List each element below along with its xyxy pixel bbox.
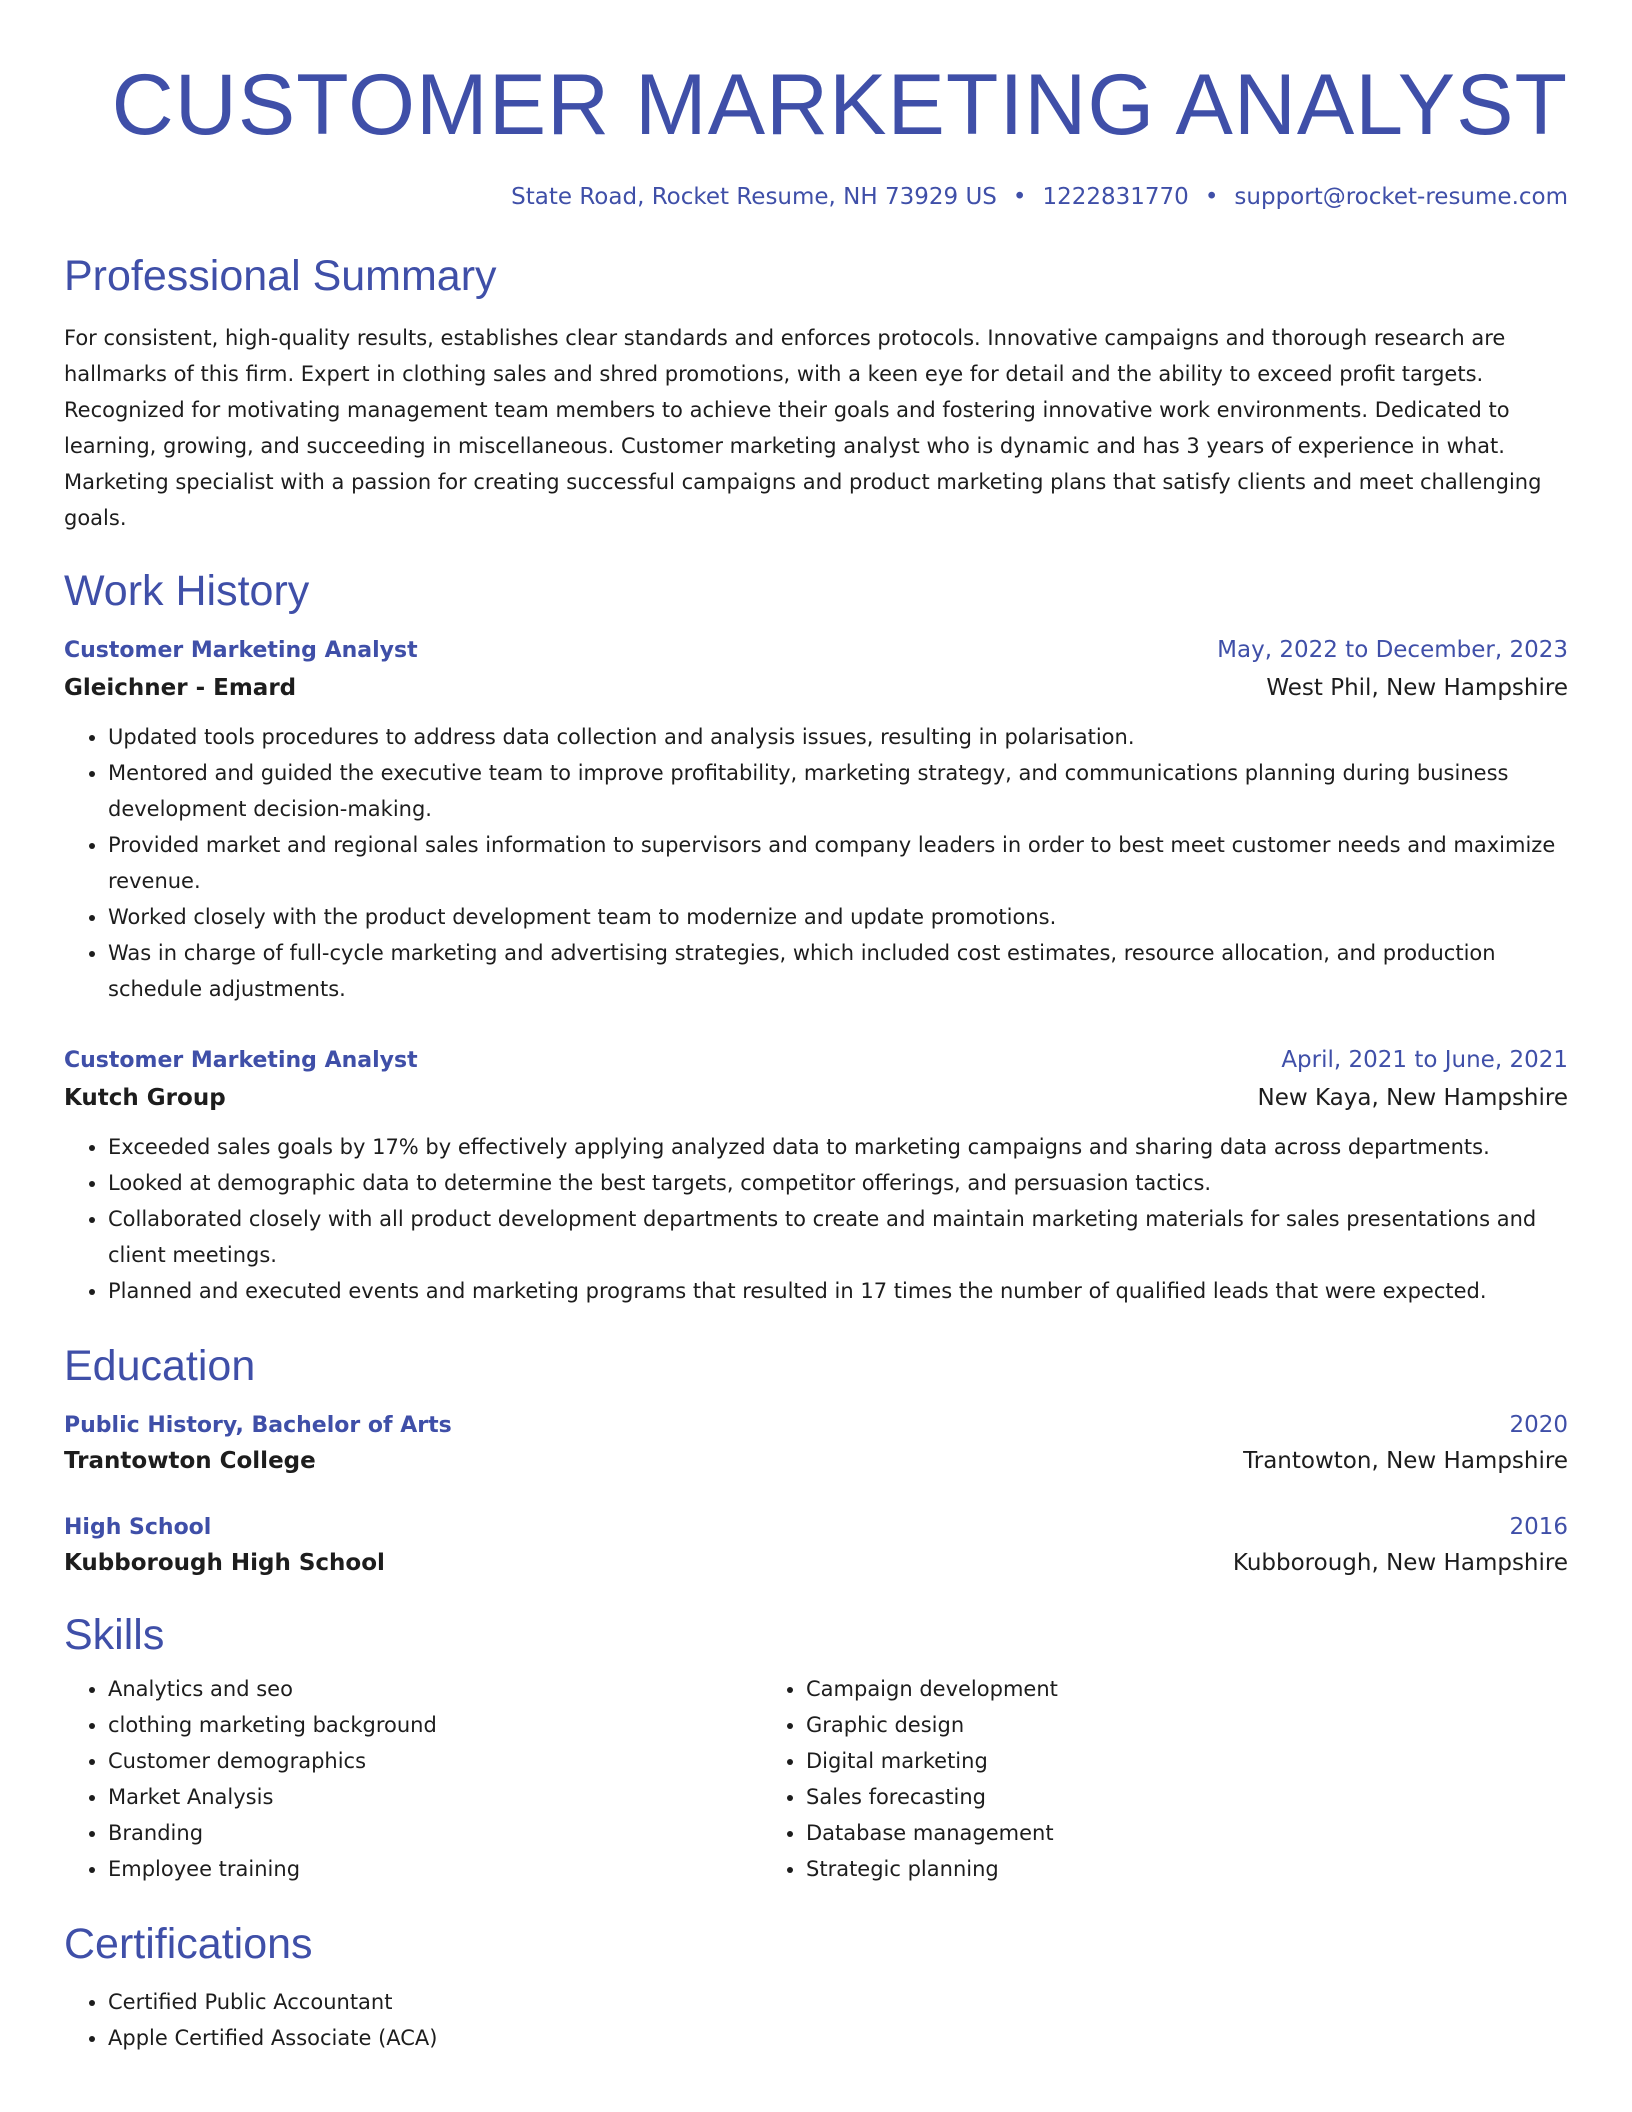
contact-phone: 1222831770: [1042, 184, 1189, 210]
contact-line: [64, 186, 1568, 209]
list-item: • Campaign development: [806, 1671, 1460, 1707]
education-entry: [64, 1412, 1568, 1474]
list-item: • Analytics and seo: [108, 1671, 762, 1707]
page-title: CUSTOMER MARKETING ANALYST: [111, 57, 1568, 153]
list-item: • Certified Public Accountant: [108, 1984, 1568, 2020]
list-item: • Was in charge of full-cycle marketing and advertising strategies, which included cost estimates, resource allocation, and production schedule adjustments.: [108, 935, 1568, 1007]
education-degree: Public History, Bachelor of Arts: [64, 1413, 452, 1438]
education-school-row: [64, 1448, 1568, 1474]
job-location: West Phil, New Hampshire: [1266, 675, 1568, 701]
job-role: Customer Marketing Analyst: [64, 638, 418, 663]
education-heading: Education: [64, 1342, 256, 1390]
education-school: Kubborough High School: [64, 1550, 385, 1576]
list-item: • Customer demographics: [108, 1743, 762, 1779]
skills-list-left: [64, 1671, 762, 1887]
list-item: • clothing marketing background: [108, 1707, 762, 1743]
list-item: • Worked closely with the product development team to modernize and update promotions.: [108, 899, 1568, 935]
certifications-list: [64, 1984, 1568, 2056]
job-bullets: [64, 719, 1568, 1007]
list-item: • Market Analysis: [108, 1779, 762, 1815]
job-entry: [64, 637, 1568, 1007]
education-entry: [64, 1514, 1568, 1576]
education-header-row: [64, 1514, 1568, 1540]
job-company: Gleichner - Emard: [64, 675, 297, 701]
job-bullets: [64, 1129, 1568, 1309]
job-dates: April, 2021 to June, 2021: [1281, 1047, 1568, 1073]
list-item: • Looked at demographic data to determine the best targets, competitor offerings, and persuasion tactics.: [108, 1165, 1568, 1201]
job-company: Kutch Group: [64, 1085, 226, 1111]
list-item: • Updated tools procedures to address data collection and analysis issues, resulting in polarisation.: [108, 719, 1568, 755]
skills-columns: [64, 1671, 1568, 1887]
list-item: • Mentored and guided the executive team to improve profitability, marketing strategy, and communications planning during business development decision-making.: [108, 755, 1568, 827]
list-item: • Database management: [806, 1815, 1460, 1851]
list-item: • Planned and executed events and marketing programs that resulted in 17 times the number of qualified leads that were expected.: [108, 1273, 1568, 1309]
education-location: Kubborough, New Hampshire: [1232, 1550, 1568, 1576]
contact-separator: •: [1012, 184, 1027, 210]
list-item: • Branding: [108, 1815, 762, 1851]
education-year: 2020: [1509, 1412, 1568, 1438]
job-dates: May, 2022 to December, 2023: [1217, 637, 1568, 663]
list-item: • Provided market and regional sales information to supervisors and company leaders in order to best meet customer needs and maximize revenue.: [108, 827, 1568, 899]
education-degree: High School: [64, 1515, 212, 1540]
list-item: • Exceeded sales goals by 17% by effectively applying analyzed data to marketing campaigns and sharing data across departments.: [108, 1129, 1568, 1165]
education-location: Trantowton, New Hampshire: [1243, 1448, 1568, 1474]
job-company-row: [64, 1085, 1568, 1111]
resume-header: [64, 57, 1568, 210]
education-year: 2016: [1509, 1514, 1568, 1540]
work-history-heading: Work History: [64, 567, 310, 615]
list-item: • Sales forecasting: [806, 1779, 1460, 1815]
job-entry: [64, 1047, 1568, 1309]
list-item: • Digital marketing: [806, 1743, 1460, 1779]
job-location: New Kaya, New Hampshire: [1257, 1085, 1568, 1111]
certifications-heading: Certifications: [64, 1920, 313, 1968]
summary-heading: Professional Summary: [64, 252, 497, 300]
contact-separator: •: [1204, 184, 1219, 210]
list-item: • Graphic design: [806, 1707, 1460, 1743]
job-role: Customer Marketing Analyst: [64, 1048, 418, 1073]
contact-email[interactable]: support@rocket-resume.com: [1234, 184, 1568, 210]
education-school-row: [64, 1550, 1568, 1576]
education-header-row: [64, 1412, 1568, 1438]
education-school: Trantowton College: [64, 1448, 316, 1474]
job-header-row: [64, 637, 1568, 663]
job-company-row: [64, 675, 1568, 701]
skills-heading: Skills: [64, 1611, 165, 1659]
skills-list-right: [762, 1671, 1460, 1887]
list-item: • Apple Certified Associate (ACA): [108, 2020, 1568, 2056]
contact-address: State Road, Rocket Resume, NH 73929 US: [511, 184, 997, 210]
list-item: • Employee training: [108, 1851, 762, 1887]
summary-text: For consistent, high-quality results, establishes clear standards and enforces protocols. Innovative campaigns and thorough research are hallmarks of this firm. Expert in clothing sales and shred promotions, with a keen eye for detail and the ability to exceed profit targets. Recognized for motivating management team members to achieve their goals and fostering innovative work environments. Dedicated to learning, growing, and succeeding in miscellaneous. Customer marketing analyst who is dynamic and has 3 years of experience in what. Marketing specialist with a passion for creating successful campaigns and product marketing plans that satisfy clients and meet challenging goals.: [64, 326, 1542, 530]
list-item: • Strategic planning: [806, 1851, 1460, 1887]
job-header-row: [64, 1047, 1568, 1073]
list-item: • Collaborated closely with all product development departments to create and maintain marketing materials for sales presentations and client meetings.: [108, 1201, 1568, 1273]
